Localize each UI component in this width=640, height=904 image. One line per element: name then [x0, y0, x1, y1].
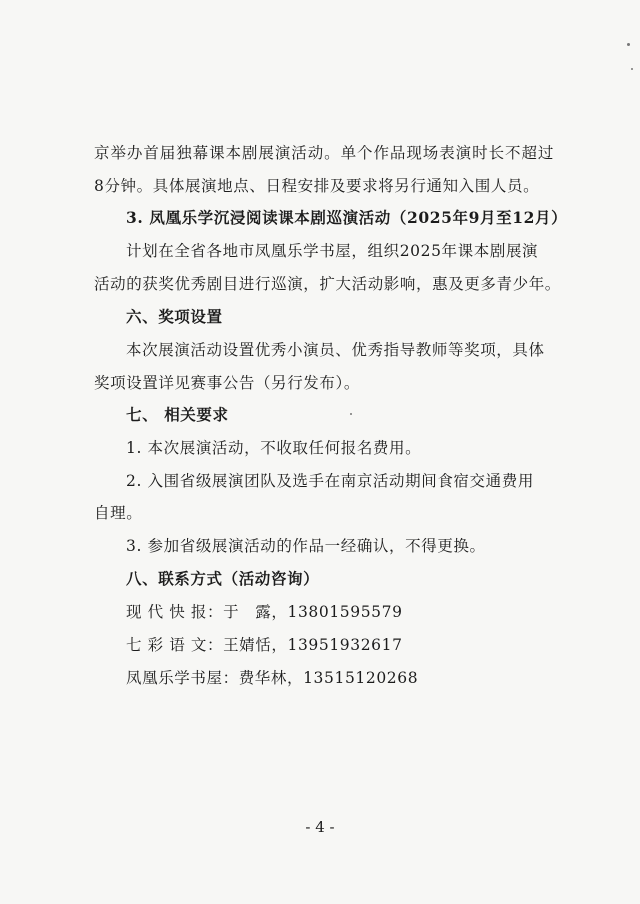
page-number: - 4 - — [305, 818, 335, 836]
list-item: 2. 入围省级展演团队及选手在南京活动期间食宿交通费用 — [126, 472, 534, 490]
paragraph-line: 8分钟。具体展演地点、日程安排及要求将另行通知入围人员。 — [94, 177, 540, 195]
subsection-title: 3. 凤凰乐学沉浸阅读课本剧巡演活动（2025年9月至12月） — [126, 208, 568, 227]
paragraph-line: 奖项设置详见赛事公告（另行发布）。 — [94, 374, 360, 392]
list-item: 3. 参加省级展演活动的作品一经确认，不得更换。 — [126, 537, 486, 555]
list-item: 1. 本次展演活动，不收取任何报名费用。 — [126, 439, 422, 457]
paragraph-line: 计划在全省各地市凤凰乐学书屋，组织2025年课本剧展演 — [126, 242, 539, 260]
paragraph-line: 本次展演活动设置优秀小演员、优秀指导教师等奖项，具体 — [126, 341, 545, 359]
scan-speck — [631, 68, 633, 70]
paragraph-line: 自理。 — [94, 504, 143, 522]
paragraph-line: 京举办首届独幕课本剧展演活动。单个作品现场表演时长不超过 — [94, 144, 554, 162]
section-heading: 七、 相关要求 — [126, 406, 229, 424]
contact-line: 七 彩 语 文：王婧恬，13951932617 — [126, 636, 403, 654]
paragraph-line: 活动的获奖优秀剧目进行巡演，扩大活动影响，惠及更多青少年。 — [94, 275, 561, 293]
contact-line: 凤凰乐学书屋：费华林，13515120268 — [126, 669, 419, 687]
section-heading: 六、奖项设置 — [126, 308, 223, 326]
contact-line: 现 代 快 报：于 露，13801595579 — [126, 603, 403, 621]
scan-speck — [627, 43, 630, 46]
section-heading: 八、联系方式（活动咨询） — [126, 570, 320, 588]
